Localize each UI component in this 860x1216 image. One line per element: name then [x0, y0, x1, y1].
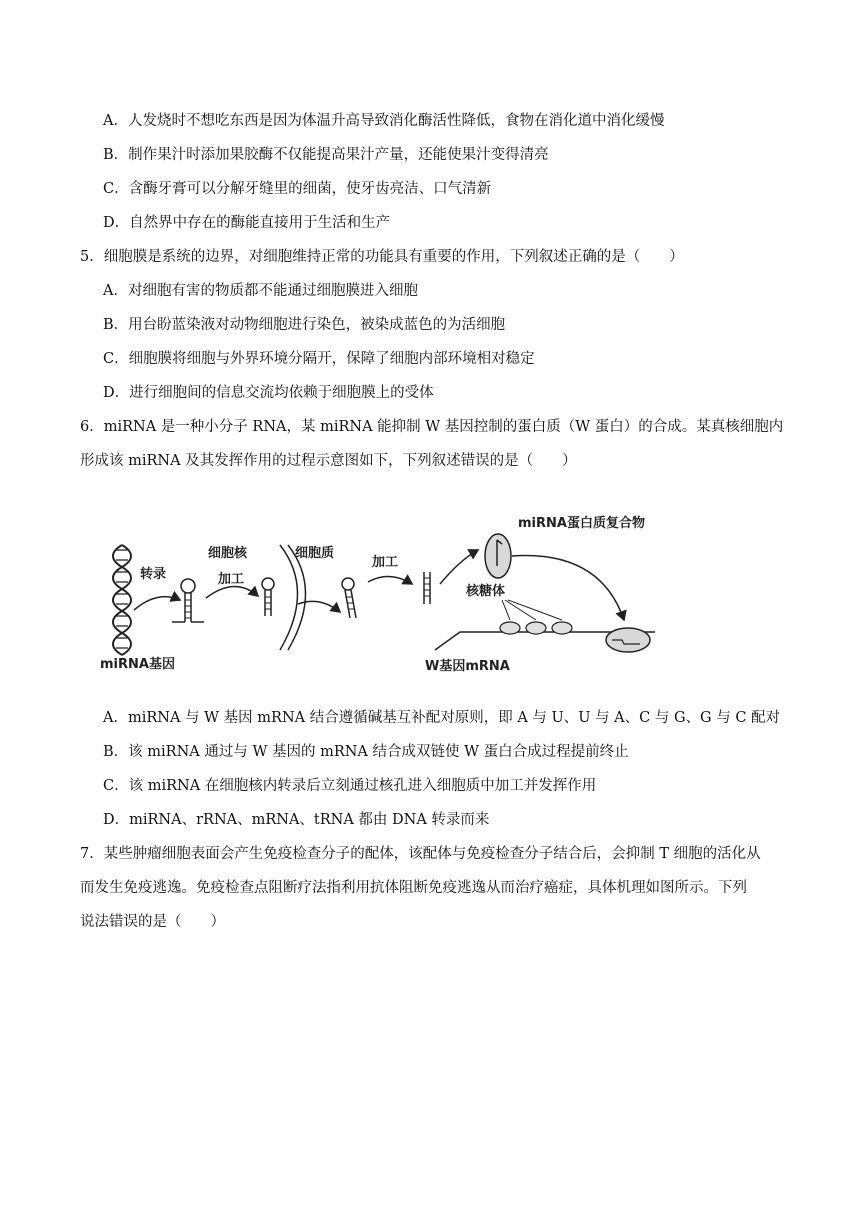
q6-option-b: B．该 miRNA 通过与 W 基因的 mRNA 结合成双链使 W 蛋白合成过程提前终止 [103, 744, 629, 760]
ribosomes-icon [500, 622, 572, 634]
process1-arrow [206, 586, 258, 598]
mirna-process-diagram [100, 500, 680, 685]
transcription-label: 转录 [140, 567, 167, 582]
complex-label: miRNA蛋白质复合物 [518, 516, 645, 531]
q5-option-d: D．进行细胞间的信息交流均依赖于细胞膜上的受体 [103, 385, 434, 401]
process2-label: 加工 [372, 555, 399, 570]
bound-complex-icon [606, 628, 650, 652]
mirna-gene-label: miRNA基因 [100, 657, 175, 672]
q5-stem: 5．细胞膜是系统的边界，对细胞维持正常的功能具有重要的作用，下列叙述正确的是（ ） [80, 249, 684, 265]
q5-option-a: A．对细胞有害的物质都不能通过细胞膜进入细胞 [103, 283, 418, 299]
q5-option-b: B．用台盼蓝染液对动物细胞进行染色，被染成蓝色的为活细胞 [103, 317, 506, 333]
binding-arrow [512, 556, 624, 620]
q7-stem-line3: 说法错误的是（ ） [80, 914, 225, 930]
q6-stem-line2: 形成该 miRNA 及其发挥作用的过程示意图如下，下列叙述错误的是（ ） [80, 453, 577, 469]
process1-label: 加工 [218, 572, 245, 587]
transcription-arrow [134, 597, 180, 610]
q6-option-c: C．该 miRNA 在细胞核内转录后立刻通过核孔进入细胞质中加工并发挥作用 [103, 778, 597, 794]
q6-option-a: A．miRNA 与 W 基因 mRNA 结合遵循碱基互补配对原则，即 A 与 U、U 与 A、C 与 G、G 与 C 配对 [103, 710, 781, 726]
w-mrna-label: W基因mRNA [425, 659, 510, 674]
q4-option-a: A．人发烧时不想吃东西是因为体温升高导致消化酶活性降低，食物在消化道中消化缓慢 [103, 113, 665, 129]
ribosome-label: 核糖体 [466, 584, 506, 599]
q6-option-d: D．miRNA、rRNA、mRNA、tRNA 都由 DNA 转录而来 [103, 812, 490, 828]
mirna-duplex-icon [424, 572, 430, 604]
q5-option-c: C．细胞膜将细胞与外界环境分隔开，保障了细胞内部环境相对稳定 [103, 351, 535, 367]
q6-stem-line1: 6．miRNA 是一种小分子 RNA，某 miRNA 能抑制 W 基因控制的蛋白质（W 蛋白）的合成。某真核细胞内 [80, 419, 784, 435]
nucleus-label: 细胞核 [208, 546, 248, 561]
q4-option-c: C．含酶牙膏可以分解牙缝里的细菌，使牙齿亮洁、口气清新 [103, 181, 492, 197]
cytoplasm-pre-mirna-icon [342, 578, 356, 618]
pre-mirna-hairpin-icon [262, 578, 274, 616]
ribosome-pointer-lines [502, 600, 562, 620]
pri-mirna-hairpin-icon [172, 579, 204, 622]
q4-option-d: D．自然界中存在的酶能直接用于生活和生产 [103, 215, 391, 231]
cytoplasm-label: 细胞质 [295, 546, 335, 561]
process2-arrow [368, 576, 412, 584]
loading-arrow [440, 550, 478, 584]
dna-helix-icon [113, 545, 131, 655]
q7-stem-line1: 7．某些肿瘤细胞表面会产生免疫检查分子的配体，该配体与免疫检查分子结合后，会抑制 T 细胞的活化从 [80, 846, 761, 862]
q4-option-b: B．制作果汁时添加果胶酶不仅能提高果汁产量，还能使果汁变得清亮 [103, 147, 549, 163]
q7-stem-line2: 而发生免疫逃逸。免疫检查点阻断疗法指利用抗体阻断免疫逃逸从而治疗癌症，具体机理如图所示。下列 [80, 880, 747, 896]
mirna-protein-complex-icon [485, 534, 511, 578]
